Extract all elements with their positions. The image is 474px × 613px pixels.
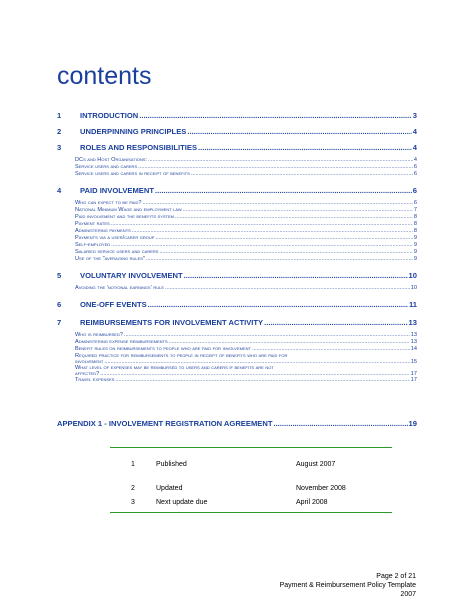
revision-status: Next update due [156, 498, 208, 506]
toc-entry-heading [75, 249, 158, 255]
toc-entry-page: 9 [413, 235, 417, 241]
revision-number: 2 [131, 484, 135, 492]
leader-dots [264, 318, 407, 327]
toc-entry-page: 8 [413, 228, 417, 234]
toc-entry-heading [75, 346, 251, 352]
toc-section-number: 5 [57, 271, 62, 280]
toc-entry-page: 10 [410, 285, 417, 291]
table-row [110, 495, 392, 509]
toc-entry-section[interactable] [57, 127, 417, 137]
leader-dots [111, 242, 413, 248]
contents-title: contents [57, 62, 152, 90]
leader-dots [159, 249, 412, 255]
toc-entry-section[interactable] [57, 271, 417, 281]
toc-section-number: 4 [57, 186, 62, 195]
leader-dots [142, 200, 412, 206]
revision-status: Published [156, 460, 187, 468]
toc-entry-label: PAID INVOLVEMENT [80, 186, 154, 195]
leader-dots [115, 377, 409, 383]
toc-entry-subsection[interactable] [57, 353, 417, 365]
toc-entry-subsection[interactable] [57, 377, 417, 384]
toc-entry-subsection[interactable] [57, 171, 417, 178]
toc-entry-section[interactable] [57, 186, 417, 196]
leader-dots [155, 235, 412, 241]
revision-table [110, 447, 392, 513]
toc-entry-page: 10 [408, 271, 417, 280]
toc-entry-page: 9 [413, 242, 417, 248]
toc-entry-heading [75, 285, 164, 291]
toc-entry-page: 13 [408, 318, 417, 327]
toc-entry-label: Service users and carers [75, 164, 138, 170]
leader-dots [252, 346, 410, 352]
toc-entry-label: Administering expense reimbursements [75, 339, 168, 345]
revision-number: 1 [131, 460, 135, 468]
toc-entry-section[interactable] [57, 300, 417, 310]
toc-entry-label: National Minimum Wage and employment law [75, 207, 182, 213]
toc-entry-page: 13 [410, 339, 417, 345]
leader-dots [198, 143, 412, 152]
revision-date: November 2008 [296, 484, 346, 492]
leader-dots [273, 419, 407, 428]
toc-entry-label: Travel expenses [75, 377, 115, 383]
leader-dots [169, 339, 410, 345]
toc-entry-section[interactable] [57, 143, 417, 153]
toc-entry-page: 13 [410, 332, 417, 338]
toc-entry-label: Payments via a user/carer group [75, 235, 155, 241]
toc-entry-subsection[interactable] [57, 157, 417, 164]
toc-entry-subsection[interactable] [57, 256, 417, 263]
table-row [110, 481, 392, 495]
toc-entry-page: 6 [413, 164, 417, 170]
toc-entry-heading [75, 221, 110, 227]
toc-entry-subsection[interactable] [57, 221, 417, 228]
toc-entry-label: Service users and carers in receipt of benefits [75, 171, 190, 177]
toc-entry-page: 8 [413, 221, 417, 227]
toc-entry-label: Use of the "averaging rules" [75, 256, 145, 262]
toc-entry-heading [57, 143, 197, 152]
leader-dots [111, 221, 413, 227]
leader-dots [124, 332, 410, 338]
toc-entry-label: DCs and Host Organisations: [75, 157, 147, 163]
toc-entry-subsection[interactable] [57, 164, 417, 171]
toc-entry-page: 11 [408, 300, 417, 309]
leader-dots [155, 186, 412, 195]
toc-entry-heading [75, 339, 168, 345]
toc-entry-label: Required practice for reimbursements to people in receipt of benefits who are paid for [75, 353, 288, 359]
footer-document-title: Payment & Reimbursement Policy Template [279, 582, 416, 589]
toc-entry-section[interactable] [57, 318, 417, 328]
toc-entry-subsection[interactable] [57, 242, 417, 249]
toc-entry-label: What level of expenses may be reimbursed to users and carers if benefits are not [75, 365, 274, 371]
toc-entry-heading [75, 207, 182, 213]
revision-number: 3 [131, 498, 135, 506]
toc-entry-heading [57, 186, 154, 195]
toc-entry-page: 6 [412, 186, 417, 195]
toc-entry-subsection[interactable] [57, 285, 417, 292]
toc-section-number: 7 [57, 318, 62, 327]
toc-entry-page: 9 [413, 256, 417, 262]
revision-date: April 2008 [296, 498, 328, 506]
appendix-entry [57, 419, 417, 428]
toc-entry-page: 6 [413, 200, 417, 206]
toc-entry-page: 4 [413, 157, 417, 163]
toc-entry-page: 17 [410, 377, 417, 383]
footer-page-number: Page 2 of 21 [376, 573, 416, 580]
leader-dots [187, 127, 411, 136]
leader-dots [148, 300, 408, 309]
toc-entry-appendix[interactable] [57, 419, 417, 428]
toc-entry-label: Administering payments [75, 228, 131, 234]
leader-dots [191, 171, 413, 177]
table-bottom-rule [110, 512, 392, 513]
toc-entry-heading [75, 332, 123, 338]
toc-section-number: 2 [57, 127, 62, 136]
toc-entry-heading [75, 228, 131, 234]
revision-date: August 2007 [296, 460, 336, 468]
toc-entry-subsection[interactable] [57, 235, 417, 242]
toc-entry-heading [75, 256, 145, 262]
appendix-page: 19 [408, 419, 417, 428]
toc-entry-page: 7 [413, 207, 417, 213]
toc-entry-heading [75, 164, 137, 170]
toc-entry-label: VOLUNTARY INVOLVEMENT [80, 271, 183, 280]
toc-entry-label: Self-employed [75, 242, 111, 248]
toc-entry-label: ONE-OFF EVENTS [80, 300, 147, 309]
toc-entry-label: ROLES AND RESPONSIBILITIES [80, 143, 198, 152]
toc-section-number: 6 [57, 300, 62, 309]
table-row [110, 457, 392, 471]
toc-entry-subsection[interactable] [57, 214, 417, 221]
toc-entry-heading [57, 111, 138, 120]
toc-entry-heading [57, 300, 147, 309]
toc-entry-heading [57, 271, 183, 280]
toc-entry-page: 3 [412, 111, 417, 120]
toc-section-number: 1 [57, 111, 62, 120]
toc-entry-subsection[interactable] [57, 228, 417, 235]
toc-entry-heading [75, 214, 174, 220]
toc-entry-label-continued: affected? [75, 371, 100, 377]
toc-entry-page: 8 [413, 214, 417, 220]
toc-entry-subsection[interactable] [57, 207, 417, 214]
toc-entry-page: 4 [412, 127, 417, 136]
toc-entry-label-continued: involvement [75, 359, 104, 365]
toc-entry-section[interactable] [57, 111, 417, 121]
toc-entry-subsection[interactable] [57, 249, 417, 256]
toc-entry-heading [75, 200, 141, 206]
toc-entry-label: Paid involvement and the benefits system [75, 214, 174, 220]
leader-dots [132, 228, 413, 234]
toc-entry-page: 4 [412, 143, 417, 152]
revision-status: Updated [156, 484, 183, 492]
toc-entry-page: 9 [413, 249, 417, 255]
leader-dots [139, 111, 412, 120]
toc-entry-heading [75, 157, 147, 163]
toc-entry-subsection[interactable] [57, 332, 417, 339]
toc-entry-subsection[interactable] [57, 339, 417, 346]
toc-entry-label: Salaried service users and carers [75, 249, 159, 255]
leader-dots [146, 256, 413, 262]
toc-entry-heading [75, 171, 190, 177]
footer-year: 2007 [400, 591, 416, 598]
leader-dots [183, 207, 413, 213]
toc-entry-page: 17 [410, 371, 417, 377]
leader-dots [138, 164, 413, 170]
toc-entry-label: Payment rates [75, 221, 110, 227]
toc-entry-heading [57, 318, 263, 327]
toc-section-number: 3 [57, 143, 62, 152]
leader-dots [165, 285, 410, 291]
appendix-label: APPENDIX 1 - INVOLVEMENT REGISTRATION AGREEMENT [57, 419, 273, 428]
toc-entry-subsection[interactable] [57, 365, 417, 377]
toc-entry-page: 6 [413, 171, 417, 177]
toc-entry-subsection[interactable] [57, 346, 417, 353]
toc-entry-page: 14 [410, 346, 417, 352]
toc-entry-heading [57, 127, 186, 136]
page-footer [280, 572, 416, 599]
toc-entry-heading [75, 377, 114, 383]
table-top-rule [110, 447, 392, 448]
leader-dots [175, 214, 413, 220]
toc-entry-subsection[interactable] [57, 200, 417, 207]
toc-entry-page: 15 [410, 359, 417, 365]
leader-dots [148, 157, 413, 163]
toc-entry-heading [75, 235, 154, 241]
toc-entry-label: INTRODUCTION [80, 111, 139, 120]
toc-entry-label: Who is reimbursed? [75, 332, 123, 338]
toc-entry-heading [75, 242, 110, 248]
toc-entry-label: UNDERPINNING PRINCIPLES [80, 127, 187, 136]
table-of-contents [57, 111, 417, 384]
leader-dots [184, 271, 408, 280]
toc-entry-label: Benefit rules on reimbursements to people who are paid for involvement [75, 346, 251, 352]
toc-entry-label: Who can expect to be paid? [75, 200, 142, 206]
toc-entry-label: Avoiding the 'notional earnings' rule [75, 285, 164, 291]
toc-entry-label: REIMBURSEMENTS FOR INVOLVEMENT ACTIVITY [80, 318, 264, 327]
